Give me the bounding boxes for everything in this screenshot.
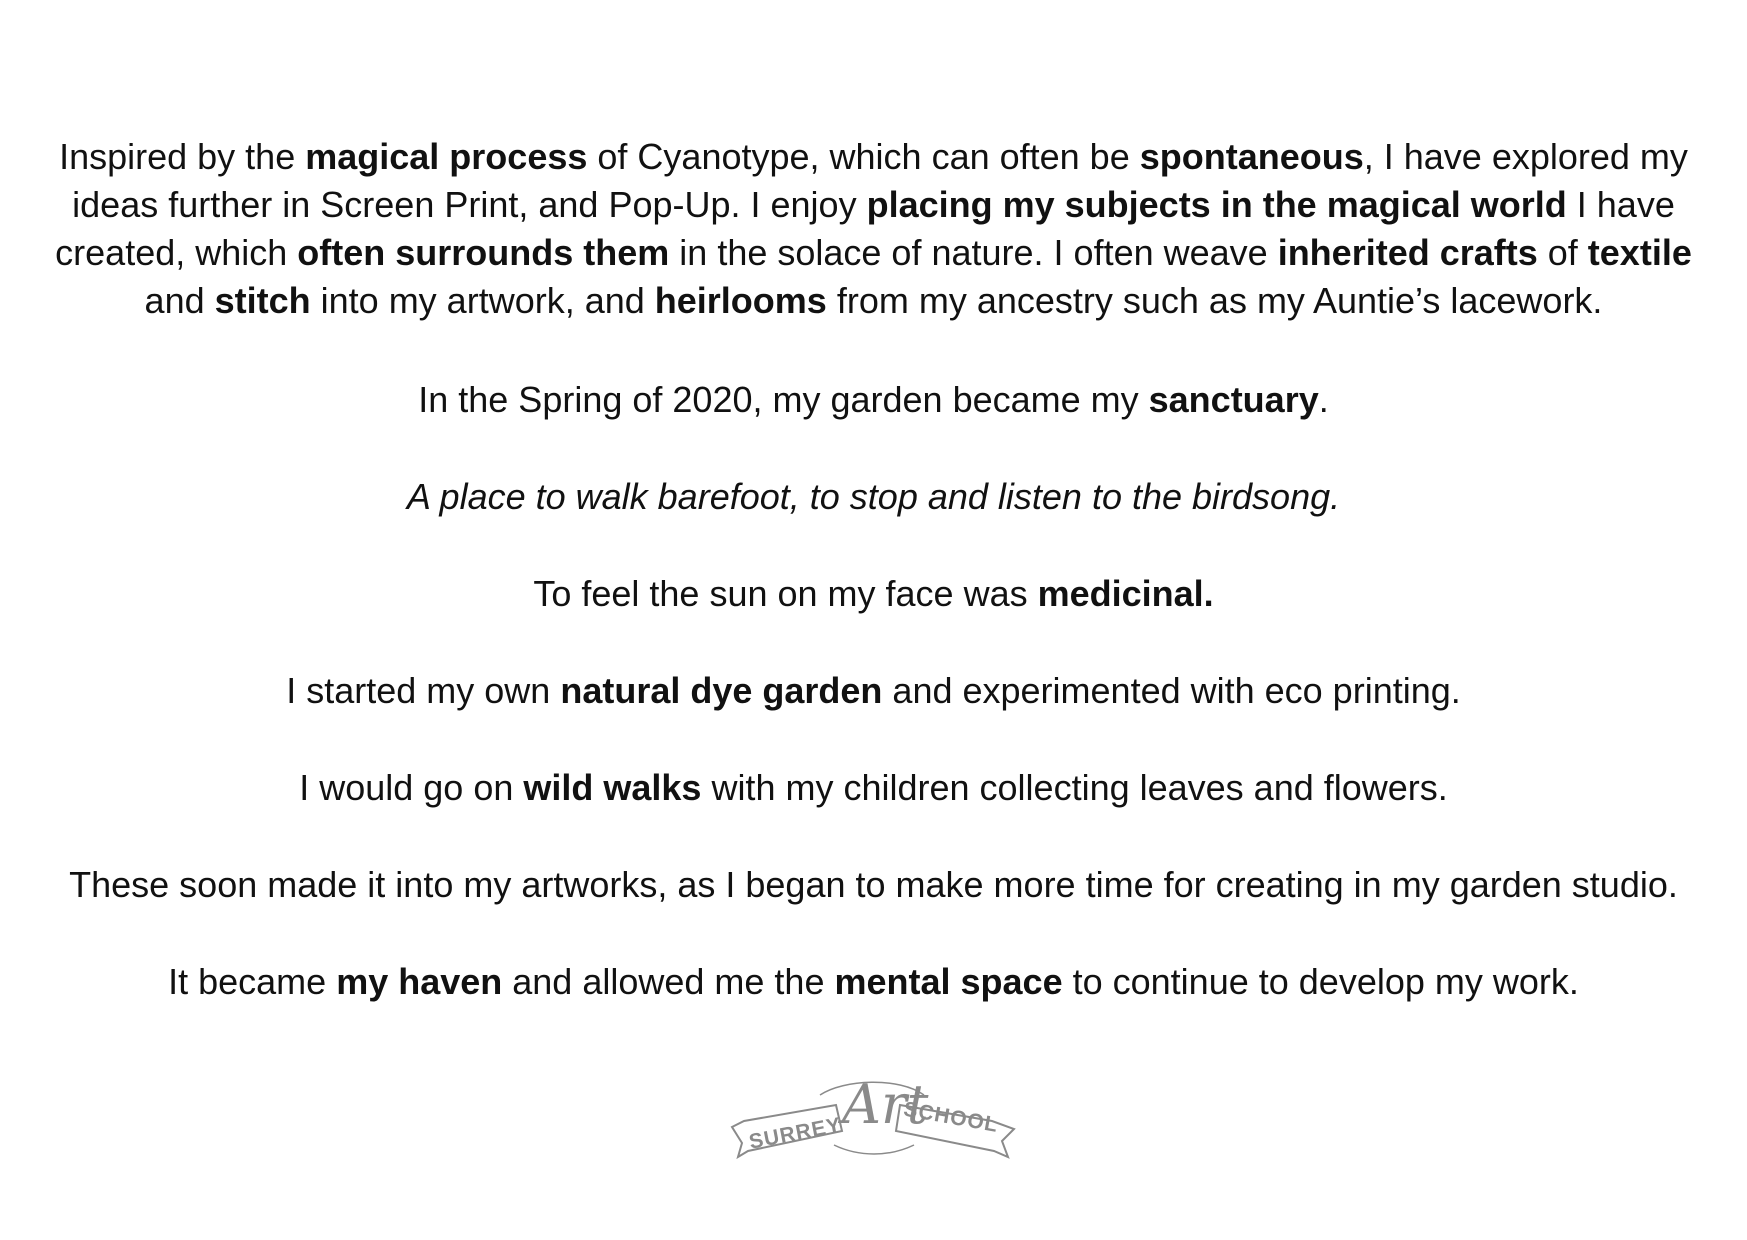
emphasis-mental-space: mental space <box>834 961 1063 1002</box>
intro-text-7: and <box>144 280 215 321</box>
artworks-text <box>55 861 1692 909</box>
intro-text-6: of <box>1537 232 1588 273</box>
intro-paragraph <box>55 133 1692 325</box>
emphasis-textile: textile <box>1587 232 1692 273</box>
logo-graphic <box>724 1065 1024 1165</box>
haven-text-3: to continue to develop my work. <box>1062 961 1579 1002</box>
medicinal-text <box>55 570 1692 618</box>
intro-text-4: I have created, which <box>55 184 1675 273</box>
emphasis-placing-subjects: placing my subjects in the magical world <box>866 184 1567 225</box>
barefoot-italic-text: A place to walk barefoot, to stop and listen to the birdsong. <box>406 476 1341 517</box>
logo-flourish-bottom <box>834 1145 914 1154</box>
emphasis-heirlooms: heirlooms <box>654 280 827 321</box>
intro-text-1: Inspired by the <box>59 136 306 177</box>
emphasis-stitch: stitch <box>214 280 311 321</box>
intro-text-3: , I have explored my ideas further in Screen Print, and Pop-Up. I enjoy <box>72 136 1688 225</box>
artworks-text-1: These soon made it into my artworks, as I began to make more time for creating in my garden studio. <box>69 864 1678 905</box>
emphasis-magical-process: magical process <box>305 136 588 177</box>
walks-text-1: I would go on <box>299 767 524 808</box>
emphasis-inherited-crafts: inherited crafts <box>1277 232 1538 273</box>
barefoot-text <box>55 473 1692 521</box>
wild-walks-paragraph <box>55 764 1692 812</box>
intro-text-2: of Cyanotype, which can often be <box>587 136 1140 177</box>
haven-text-1: It became <box>168 961 337 1002</box>
spring-paragraph <box>55 376 1692 424</box>
medicinal-text-1: To feel the sun on my face was <box>533 573 1038 614</box>
intro-text-9: from my ancestry such as my Auntie’s lacework. <box>826 280 1603 321</box>
intro-text-8: into my artwork, and <box>310 280 655 321</box>
emphasis-natural-dye-garden: natural dye garden <box>560 670 883 711</box>
spring-text-2: . <box>1318 379 1329 420</box>
dye-garden-paragraph <box>55 667 1692 715</box>
logo-word-art: Art <box>842 1073 929 1136</box>
emphasis-spontaneous: spontaneous <box>1139 136 1364 177</box>
emphasis-sanctuary: sanctuary <box>1148 379 1319 420</box>
dye-garden-text <box>55 667 1692 715</box>
emphasis-wild-walks: wild walks <box>523 767 702 808</box>
walks-text-2: with my children collecting leaves and flowers. <box>701 767 1448 808</box>
haven-paragraph <box>55 958 1692 1006</box>
emphasis-my-haven: my haven <box>336 961 503 1002</box>
dye-text-2: and experimented with eco printing. <box>882 670 1461 711</box>
spring-text-1: In the Spring of 2020, my garden became my <box>418 379 1149 420</box>
medicinal-paragraph <box>55 570 1692 618</box>
emphasis-medicinal: medicinal. <box>1037 573 1214 614</box>
intro-text-5: in the solace of nature. I often weave <box>669 232 1278 273</box>
dye-text-1: I started my own <box>286 670 561 711</box>
spring-text <box>55 376 1692 424</box>
logo-word-school: SCHOOL <box>901 1097 1001 1137</box>
emphasis-often-surrounds: often surrounds them <box>297 232 670 273</box>
wild-walks-text <box>55 764 1692 812</box>
haven-text-2: and allowed me the <box>502 961 835 1002</box>
haven-text <box>55 958 1692 1006</box>
surrey-art-school-logo <box>724 1065 1024 1165</box>
logo-word-surrey: SURREY <box>747 1113 844 1154</box>
intro-text <box>55 133 1692 325</box>
artworks-paragraph <box>55 861 1692 909</box>
barefoot-paragraph <box>55 473 1692 521</box>
